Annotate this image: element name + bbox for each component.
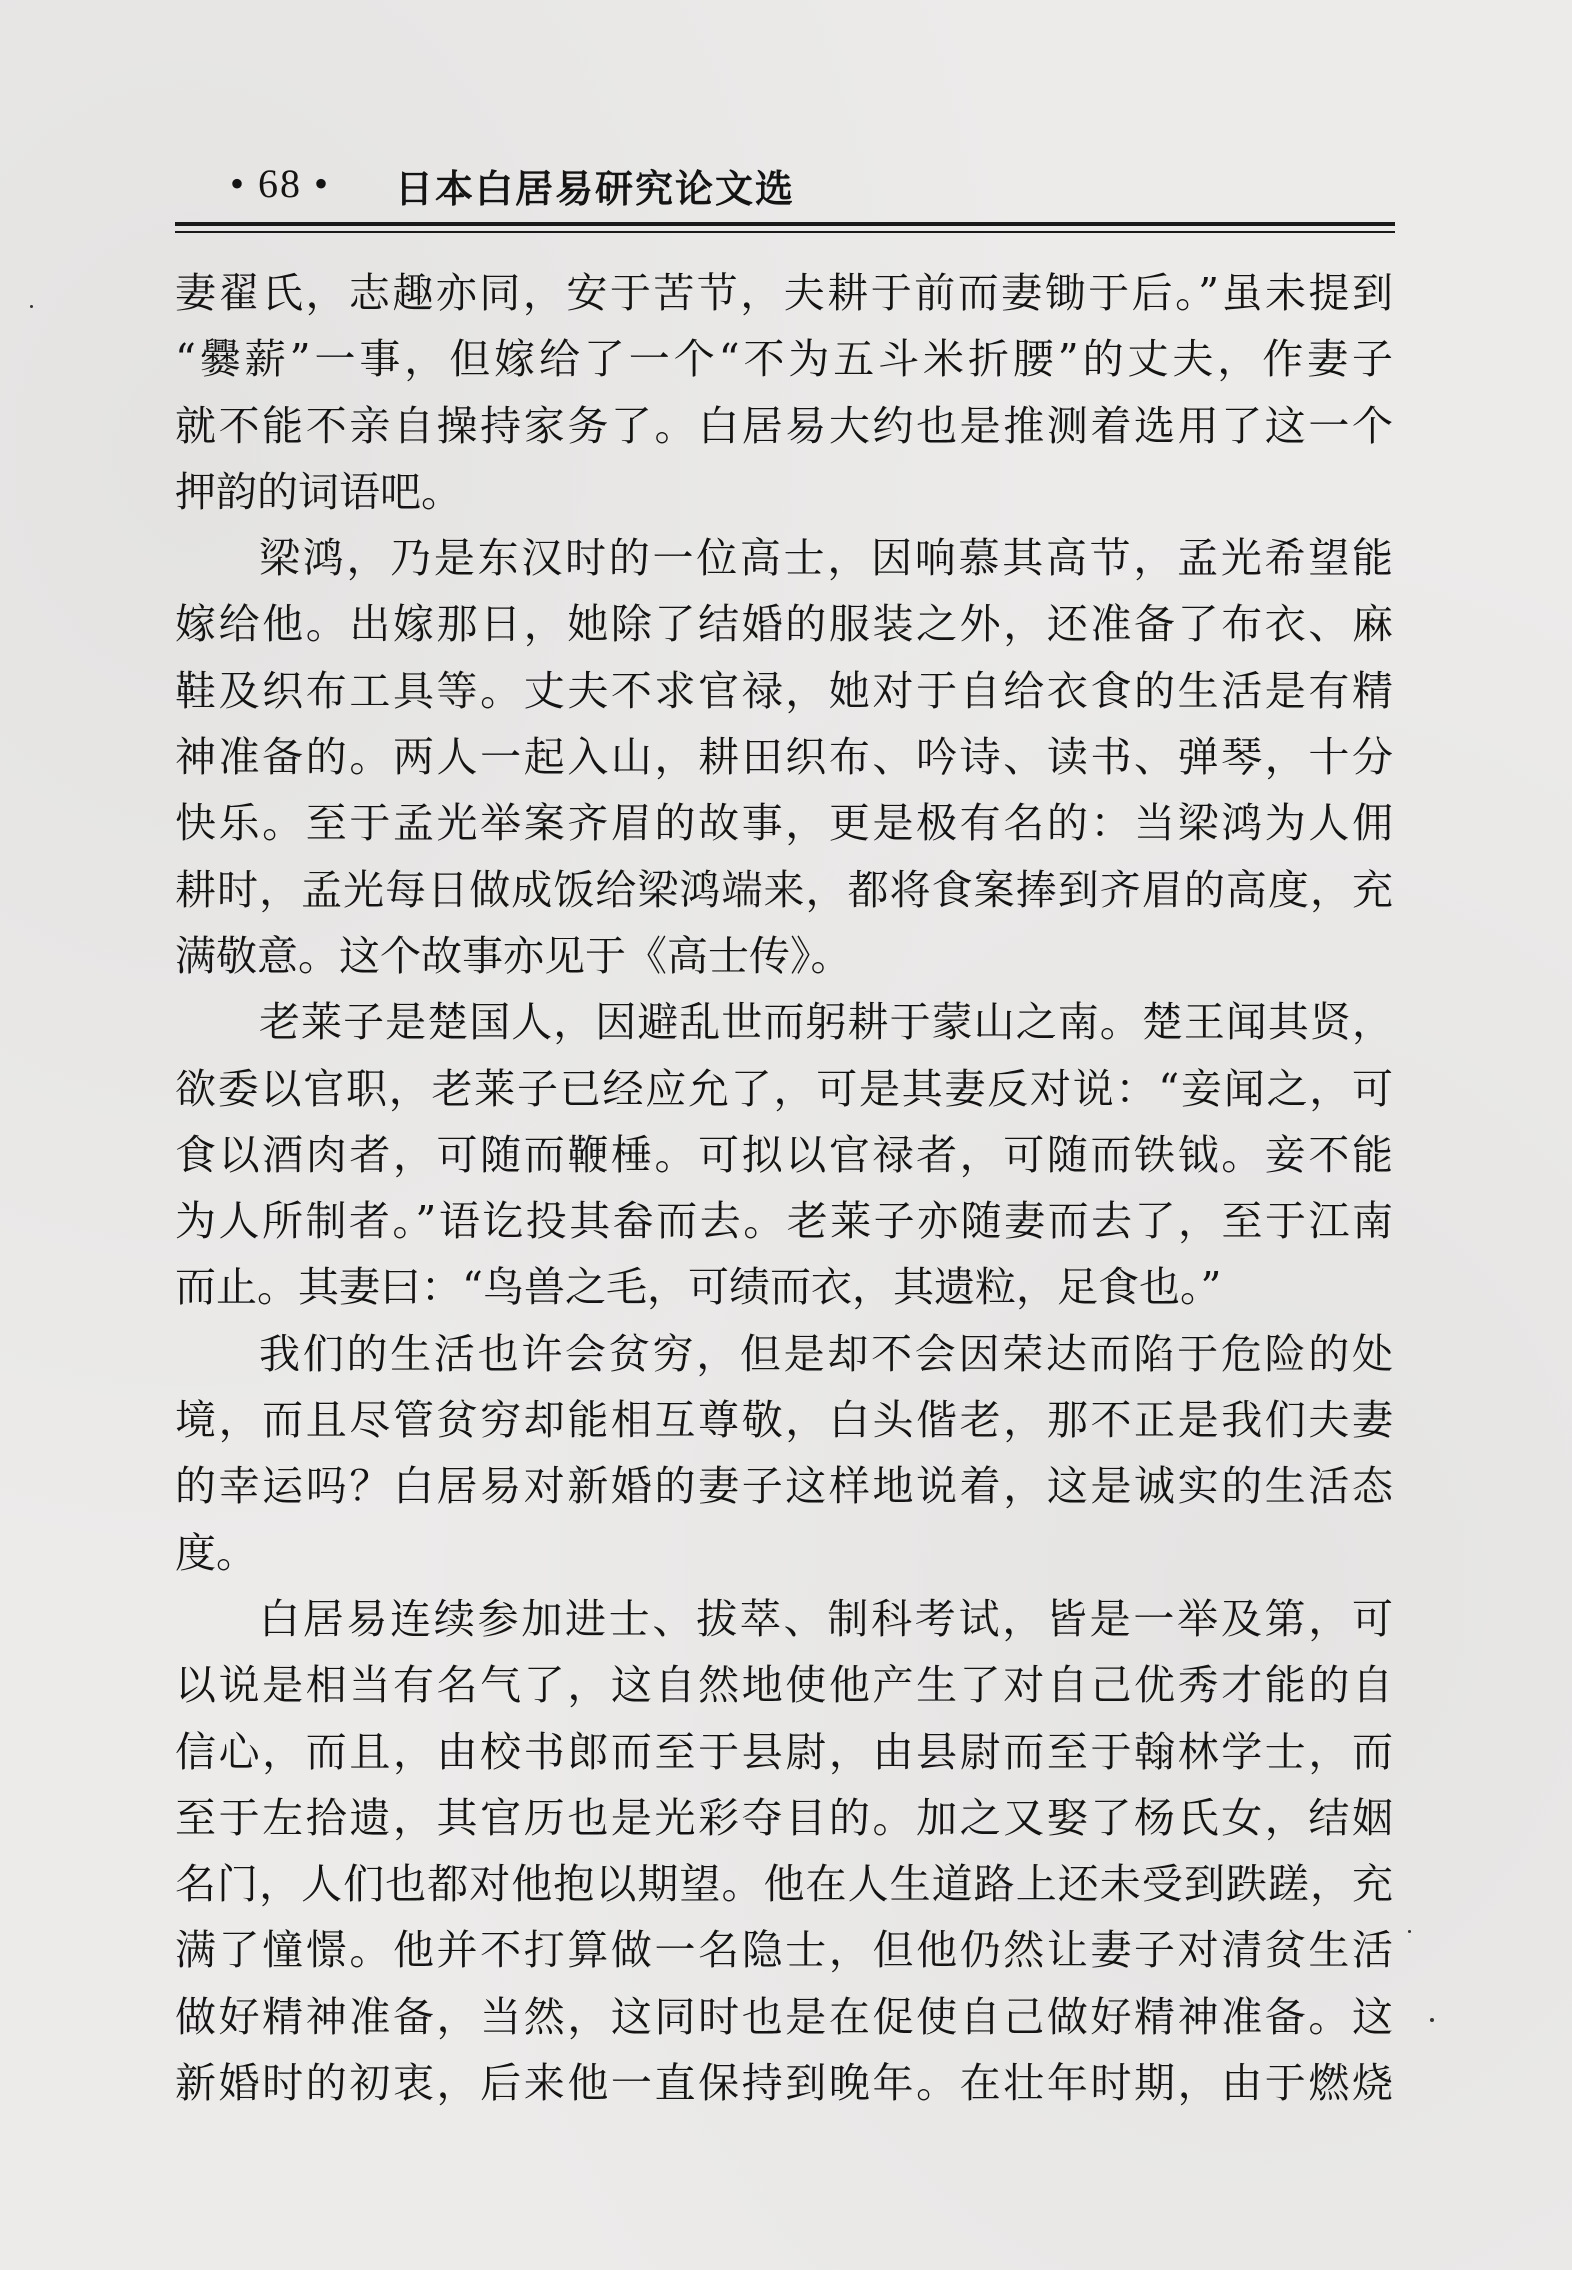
- header-rule-thin: [175, 231, 1395, 233]
- text-line: 鞋及织布工具等。丈夫不求官禄，她对于自给衣食的生活是有精: [175, 666, 1393, 715]
- text-line: 耕时，孟光每日做成饭给梁鸿端来，都将食案捧到齐眉的高度，充: [175, 865, 1393, 914]
- text-line: 老莱子是楚国人，因避乱世而躬耕于蒙山之南。楚王闻其贤，: [259, 998, 1393, 1047]
- text-line: 信心，而且，由校书郎而至于县尉，由县尉而至于翰林学士，而: [175, 1727, 1393, 1776]
- text-line: 以说是相当有名气了，这自然地使他产生了对自己优秀才能的自: [175, 1661, 1393, 1710]
- text-line: 押韵的词语吧。: [175, 467, 462, 516]
- text-line: 做好精神准备，当然，这同时也是在促使自己做好精神准备。这: [175, 1992, 1393, 2041]
- text-line: 妻翟氏，志趣亦同，安于苦节，夫耕于前而妻锄于后。”虽未提到: [175, 269, 1393, 317]
- text-line: 欲委以官职，老莱子已经应允了，可是其妻反对说：“妾闻之，可: [175, 1064, 1393, 1113]
- text-line: 快乐。至于孟光举案齐眉的故事，更是极有名的：当梁鸿为人佣: [175, 799, 1393, 848]
- text-line: 嫁给他。出嫁那日，她除了结婚的服装之外，还准备了布衣、麻: [175, 600, 1393, 649]
- text-line: “爨薪”一事，但嫁给了一个“不为五斗米折腰”的丈夫，作妻子: [175, 335, 1393, 384]
- text-line: 名门，人们也都对他抱以期望。他在人生道路上还未受到跌蹉，充: [175, 1860, 1393, 1909]
- text-line: 食以酒肉者，可随而鞭棰。可拟以官禄者，可随而铁钺。妾不能: [175, 1130, 1393, 1179]
- header-rule-thick: [175, 222, 1395, 226]
- body-text: [175, 260, 1393, 2116]
- text-line: 至于左拾遗，其官历也是光彩夺目的。加之又娶了杨氏女，结姻: [175, 1793, 1393, 1842]
- text-line: 白居易连续参加进士、拔萃、制科考试，皆是一举及第，可: [259, 1594, 1393, 1643]
- scan-speck: [30, 305, 33, 308]
- text-line: 梁鸿，乃是东汉时的一位高士，因响慕其高节，孟光希望能: [259, 534, 1393, 583]
- text-line: 为人所制者。”语讫投其畚而去。老莱子亦随妻而去了，至于江南: [175, 1197, 1393, 1246]
- text-line: 度。: [175, 1528, 257, 1577]
- text-line: 的幸运吗？白居易对新婚的妻子这样地说着，这是诚实的生活态: [175, 1462, 1393, 1511]
- text-line: 就不能不亲自操持家务了。白居易大约也是推测着选用了这一个: [175, 401, 1393, 450]
- scan-speck: [1430, 2018, 1434, 2022]
- book-title: 日本白居易研究论文选: [395, 167, 796, 211]
- text-line: 境，而且尽管贫穷却能相互尊敬，白头偕老，那不正是我们夫妻: [175, 1396, 1393, 1445]
- text-line: 满敬意。这个故事亦见于《高士传》。: [175, 931, 852, 980]
- scan-speck: [1408, 1930, 1411, 1933]
- text-line: 而止。其妻曰：“鸟兽之毛，可绩而衣，其遗粒，足食也。”: [175, 1263, 1222, 1312]
- text-line: 新婚时的初衷，后来他一直保持到晚年。在壮年时期，由于燃烧: [175, 2059, 1393, 2108]
- text-line: 神准备的。两人一起入山，耕田织布、吟诗、读书、弹琴，十分: [175, 733, 1393, 782]
- running-header: [175, 150, 1395, 230]
- page-number: • 68 •: [230, 161, 331, 206]
- text-line: 满了憧憬。他并不打算做一名隐士，但他仍然让妻子对清贫生活: [175, 1926, 1393, 1975]
- text-line: 我们的生活也许会贫穷，但是却不会因荣达而陷于危险的处: [259, 1329, 1393, 1378]
